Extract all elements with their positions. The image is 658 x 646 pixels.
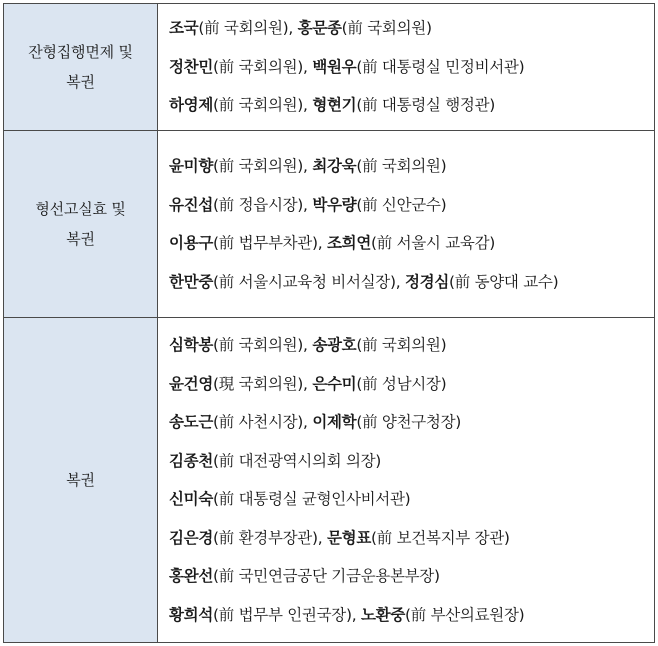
- person-role: (前 부산의료원장): [405, 605, 525, 624]
- person-role: (前 신안군수): [356, 195, 447, 214]
- person-name: 심학봉: [169, 336, 214, 355]
- name-line: [169, 9, 654, 48]
- person-name: 형현기: [312, 96, 357, 115]
- person-role: (前 국회의원): [356, 157, 447, 176]
- separator: ,: [317, 234, 327, 253]
- separator: ,: [303, 374, 313, 393]
- person-role: (前 서울시 교육감): [371, 234, 496, 253]
- person-name: 조국: [169, 19, 199, 38]
- separator: ,: [303, 413, 313, 432]
- table-row: [4, 318, 655, 643]
- person-role: (前 국회의원): [341, 19, 432, 38]
- name-line: [169, 442, 654, 481]
- person-name: 유진섭: [169, 195, 214, 214]
- person-name: 문형표: [326, 528, 372, 547]
- person-role: (前 환경부장관): [213, 528, 318, 547]
- person-role: (前 대전광역시의회 의장): [213, 451, 382, 470]
- separator: ,: [303, 195, 313, 214]
- person-role: (前 서울시교육청 비서실장): [213, 272, 396, 291]
- name-line: [169, 557, 654, 596]
- name-line: [169, 48, 654, 87]
- person-role: (前 국회의원): [213, 336, 304, 355]
- person-name: 송광호: [312, 336, 357, 355]
- person-name: 하영제: [169, 96, 214, 115]
- person-name: 윤건영: [169, 374, 214, 393]
- person-role: (前 국회의원): [198, 19, 289, 38]
- category-label: 복권: [66, 471, 95, 490]
- name-line: [169, 365, 654, 404]
- person-role: (前 정읍시장): [213, 195, 304, 214]
- person-role: (前 법무부차관): [213, 234, 318, 253]
- person-name: 백원우: [312, 57, 357, 76]
- names-cell: [158, 318, 655, 643]
- name-line: [169, 147, 654, 186]
- person-role: (前 보건복지부 장관): [371, 528, 510, 547]
- name-line: [169, 86, 654, 125]
- names-cell: [158, 130, 655, 317]
- person-name: 정찬민: [169, 57, 214, 76]
- separator: ,: [303, 157, 313, 176]
- person-name: 한만중: [169, 272, 214, 291]
- person-name: 김종천: [169, 451, 214, 470]
- names-cell: [158, 4, 655, 131]
- person-role: (前 국회의원): [213, 57, 304, 76]
- person-role: (前 국회의원): [356, 336, 447, 355]
- separator: ,: [395, 272, 405, 291]
- person-role: (前 성남시장): [356, 374, 447, 393]
- separator: ,: [317, 528, 327, 547]
- category-label: 잔형집행면제 및: [28, 42, 133, 61]
- name-line: [169, 596, 654, 635]
- person-role: (前 국회의원): [213, 157, 304, 176]
- name-line: [169, 519, 654, 558]
- person-name: 이제학: [312, 413, 357, 432]
- person-role: (前 대통령실 행정관): [356, 96, 496, 115]
- person-role: (現 국회의원): [213, 374, 304, 393]
- category-label: 복권: [66, 72, 95, 91]
- person-role: (前 사천시장): [213, 413, 304, 432]
- name-line: [169, 326, 654, 365]
- person-role: (前 법무부 인권국장): [213, 605, 352, 624]
- person-name: 윤미향: [169, 157, 214, 176]
- table-row: [4, 4, 655, 131]
- person-name: 최강욱: [312, 157, 357, 176]
- person-name: 정경심: [404, 272, 450, 291]
- name-line: [169, 480, 654, 519]
- person-name: 송도근: [169, 413, 214, 432]
- person-name: 은수미: [312, 374, 357, 393]
- category-cell: [4, 4, 158, 131]
- person-role: (前 국회의원): [213, 96, 304, 115]
- person-role: (前 대통령실 균형인사비서관): [213, 490, 411, 509]
- category-label: 복권: [66, 230, 95, 249]
- person-role: (前 대통령실 민정비서관): [356, 57, 525, 76]
- person-role: (前 양천구청장): [356, 413, 462, 432]
- separator: ,: [303, 57, 313, 76]
- name-line: [169, 224, 654, 263]
- person-name: 김은경: [169, 528, 214, 547]
- person-name: 이용구: [169, 234, 214, 253]
- separator: ,: [303, 96, 313, 115]
- person-name: 박우량: [312, 195, 357, 214]
- name-line: [169, 186, 654, 225]
- name-line: [169, 403, 654, 442]
- category-cell: [4, 130, 158, 317]
- person-name: 신미숙: [169, 490, 214, 509]
- person-name: 조희연: [326, 234, 372, 253]
- separator: ,: [351, 605, 361, 624]
- person-name: 홍완선: [169, 567, 214, 586]
- person-name: 노환중: [360, 605, 405, 624]
- category-label: 형선고실효 및: [35, 200, 126, 219]
- person-name: 홍문종: [297, 19, 342, 38]
- name-line: [169, 263, 654, 302]
- category-cell: [4, 318, 158, 643]
- table-row: [4, 130, 655, 317]
- person-name: 황희석: [169, 605, 214, 624]
- person-role: (前 동양대 교수): [449, 272, 559, 291]
- pardon-list-table: [3, 3, 655, 643]
- person-role: (前 국민연금공단 기금운용본부장): [213, 567, 440, 586]
- table-body: [4, 4, 655, 643]
- separator: ,: [288, 19, 298, 38]
- separator: ,: [303, 336, 313, 355]
